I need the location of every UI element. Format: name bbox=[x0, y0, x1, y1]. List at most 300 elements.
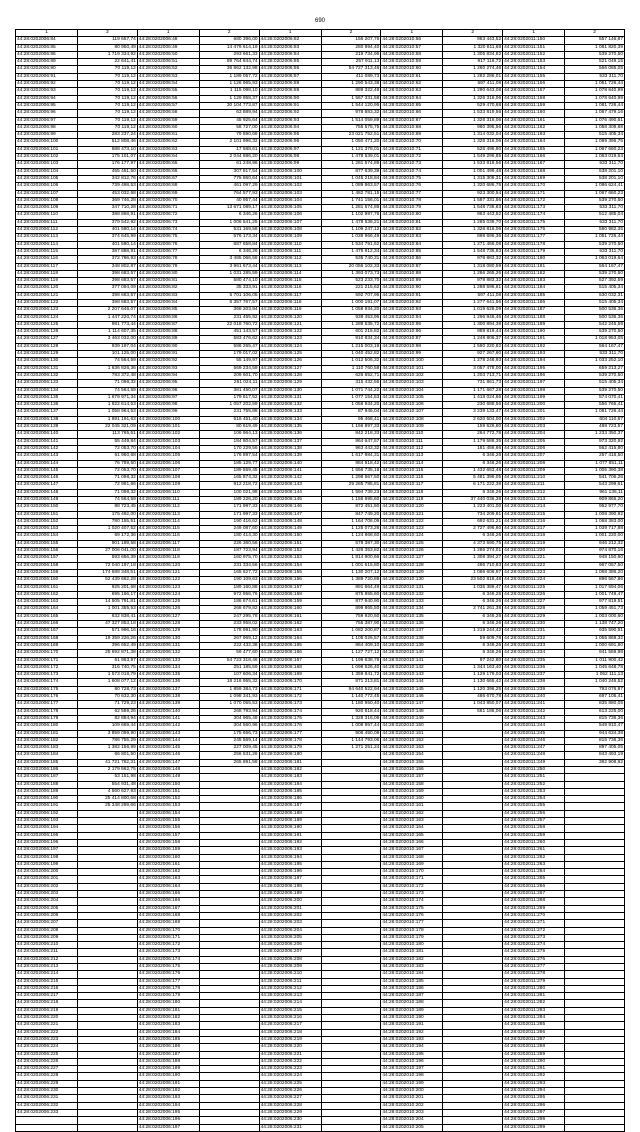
cadastral-number-cell: 44:28:0202011:269 bbox=[503, 905, 565, 912]
cadastral-value-cell: 539 270,50 bbox=[565, 51, 625, 58]
cadastral-value-cell bbox=[565, 949, 625, 956]
cadastral-number-cell: 44:28:0202006:142 bbox=[259, 475, 321, 482]
cadastral-value-cell: 1 017 594,06 bbox=[565, 584, 625, 591]
cadastral-value-cell: 6 346,26 bbox=[443, 599, 503, 606]
cadastral-value-cell bbox=[78, 1117, 138, 1124]
cadastral-number-cell: 44:28:0202011:237 bbox=[503, 672, 565, 679]
cadastral-value-cell: 1 068 383,00 bbox=[565, 518, 625, 525]
cadastral-value-cell: 70 119,12 bbox=[78, 102, 138, 109]
cadastral-value-cell bbox=[443, 1073, 503, 1080]
cadastral-value-cell: 1 285 039,70 bbox=[443, 219, 503, 226]
cadastral-number-cell: 44:28:0202011:154 bbox=[503, 66, 565, 73]
cadastral-number-cell: 44:28:0202010:176 bbox=[381, 912, 443, 919]
table-row bbox=[16, 964, 625, 971]
cadastral-value-cell: 875 855,60 bbox=[321, 591, 381, 598]
cadastral-value-cell: 515 405,34 bbox=[565, 132, 625, 139]
table-row bbox=[16, 110, 625, 117]
cadastral-number-cell: 44:28:0202011:253 bbox=[503, 788, 565, 795]
cadastral-value-cell bbox=[321, 956, 381, 963]
cadastral-value-cell: 597 411,08 bbox=[443, 81, 503, 88]
cadastral-number-cell: 44:28:0202011:278 bbox=[503, 971, 565, 978]
cadastral-number-cell: 44:28:0202006:178 bbox=[259, 737, 321, 744]
cadastral-number-cell: 44:28:0202006:135 bbox=[259, 424, 321, 431]
cadastral-number-cell: 44:28:0202010:140 bbox=[381, 650, 443, 657]
cadastral-value-cell bbox=[443, 723, 503, 730]
cadastral-value-cell: 1 078 640,99 bbox=[565, 95, 625, 102]
cadastral-number-cell: 44:28:0202006:64 bbox=[137, 154, 199, 161]
cadastral-value-cell: 1 001 749,47 bbox=[565, 591, 625, 598]
table-row bbox=[16, 927, 625, 934]
cadastral-value-cell bbox=[321, 905, 381, 912]
cadastral-value-cell bbox=[321, 1022, 381, 1029]
cadastral-number-cell: 44:28:0202010:205 bbox=[381, 1124, 443, 1131]
cadastral-value-cell bbox=[565, 803, 625, 810]
cadastral-value-cell bbox=[443, 1000, 503, 1007]
cadastral-value-cell: 815 736,36 bbox=[565, 737, 625, 744]
cadastral-value-cell: 45 925,64 bbox=[199, 117, 259, 124]
cadastral-number-cell: 44:28:0202006:228 bbox=[259, 1102, 321, 1109]
cadastral-number-cell: 44:28:0202010:184 bbox=[381, 971, 443, 978]
cadastral-number-cell: 44:28:0202006:219 bbox=[259, 1036, 321, 1043]
cadastral-value-cell: 1 055 868,32 bbox=[565, 635, 625, 642]
cadastral-value-cell bbox=[443, 956, 503, 963]
cadastral-value-cell: 261 024,11 bbox=[199, 380, 259, 387]
cadastral-value-cell: 1 288 596,81 bbox=[443, 285, 503, 292]
cadastral-value-cell bbox=[199, 905, 259, 912]
cadastral-number-cell: 44:28:0202010:198 bbox=[381, 1073, 443, 1080]
cadastral-value-cell: 632 838,41 bbox=[78, 613, 138, 620]
cadastral-value-cell: 227 009,45 bbox=[199, 745, 259, 752]
cadastral-number-cell: 44:28:0202011:219 bbox=[503, 540, 565, 547]
cadastral-number-cell: 44:28:0202006:221 bbox=[16, 1022, 78, 1029]
cadastral-value-cell: 1 482 781,15 bbox=[321, 190, 381, 197]
cadastral-number-cell: 44:28:0202010:174 bbox=[381, 898, 443, 905]
table-row bbox=[16, 555, 625, 562]
cadastral-number-cell: 44:28:0202006:166 bbox=[16, 621, 78, 628]
cadastral-number-cell: 44:28:0202006:151 bbox=[259, 540, 321, 547]
cadastral-value-cell: 1 290 543,38 bbox=[321, 81, 381, 88]
cadastral-number-cell: 44:28:0202006:101 bbox=[16, 146, 78, 153]
cadastral-value-cell bbox=[443, 912, 503, 919]
cadastral-value-cell: 486 670,78 bbox=[443, 694, 503, 701]
cadastral-value-cell: 963 443,52 bbox=[443, 212, 503, 219]
cadastral-value-cell bbox=[78, 1029, 138, 1036]
cadastral-number-cell: 44:28:0202010:86 bbox=[381, 256, 443, 263]
cadastral-value-cell bbox=[78, 1058, 138, 1065]
cadastral-value-cell: 1 478 539,01 bbox=[321, 154, 381, 161]
cadastral-value-cell: 1 126 965,93 bbox=[199, 81, 259, 88]
cadastral-number-cell: 44:28:0202006:229 bbox=[259, 1109, 321, 1116]
cadastral-number-cell: 44:28:0202011:184 bbox=[503, 285, 565, 292]
cadastral-number-cell: 44:28:0202006:199 bbox=[259, 891, 321, 898]
cadastral-value-cell: 1 891 191,63 bbox=[78, 416, 138, 423]
cadastral-number-cell: 44:28:0202006:130 bbox=[16, 358, 78, 365]
cadastral-number-cell: 44:28:0202006:51 bbox=[137, 59, 199, 66]
cadastral-value-cell bbox=[565, 1102, 625, 1109]
cadastral-value-cell: 923 300,54 bbox=[443, 190, 503, 197]
cadastral-number-cell: 44:28:0202011:297 bbox=[503, 1109, 565, 1116]
cadastral-number-cell: 44:28:0202006:94 bbox=[259, 124, 321, 131]
cadastral-value-cell: 578 387,30 bbox=[321, 540, 381, 547]
cadastral-number-cell: 44:28:0202006:172 bbox=[259, 694, 321, 701]
cadastral-number-cell: 44:28:0202006:151 bbox=[16, 511, 78, 518]
cadastral-number-cell: 44:28:0202010:150 bbox=[381, 723, 443, 730]
table-row bbox=[16, 81, 625, 88]
cadastral-value-cell bbox=[565, 818, 625, 825]
cadastral-value-cell: 889 322,48 bbox=[321, 88, 381, 95]
cadastral-number-cell: 44:28:0202006:191 bbox=[137, 1080, 199, 1087]
table-row bbox=[16, 1095, 625, 1102]
cadastral-number-cell: 44:28:0202006:194 bbox=[137, 1102, 199, 1109]
cadastral-number-cell: 44:28:0202011:189 bbox=[503, 321, 565, 328]
cadastral-value-cell: 1 587 331,56 bbox=[443, 197, 503, 204]
cadastral-value-cell: 372 786,93 bbox=[78, 256, 138, 263]
cadastral-number-cell: 44:28:0202011:169 bbox=[503, 175, 565, 182]
cadastral-number-cell: 44:28:0202006:113 bbox=[137, 511, 199, 518]
cadastral-number-cell: 44:28:0202011:218 bbox=[503, 533, 565, 540]
cadastral-value-cell: 1 114 607,35 bbox=[78, 329, 138, 336]
cadastral-value-cell bbox=[321, 934, 381, 941]
cadastral-value-cell bbox=[565, 934, 625, 941]
cadastral-value-cell: 952 977,70 bbox=[565, 504, 625, 511]
table-row bbox=[16, 329, 625, 336]
cadastral-value-cell bbox=[78, 1036, 138, 1043]
cadastral-value-cell: 54 727 313,46 bbox=[321, 66, 381, 73]
cadastral-value-cell: 1 012 506,32 bbox=[321, 358, 381, 365]
cadastral-number-cell: 44:28:0202006:99 bbox=[16, 132, 78, 139]
cadastral-number-cell: 44:28:0202006:139 bbox=[16, 424, 78, 431]
cadastral-number-cell: 44:28:0202006:207 bbox=[16, 920, 78, 927]
cadastral-value-cell: 891 664,49 bbox=[321, 584, 381, 591]
cadastral-number-cell: 44:28:0202011:182 bbox=[503, 270, 565, 277]
table-row bbox=[16, 372, 625, 379]
cadastral-value-cell bbox=[443, 759, 503, 766]
cadastral-value-cell: 1 534 791,62 bbox=[321, 241, 381, 248]
cadastral-value-cell: 539 270,50 bbox=[565, 387, 625, 394]
cadastral-number-cell: 44:28:0202011:283 bbox=[503, 1007, 565, 1014]
cadastral-number-cell: 44:28:0202006:171 bbox=[16, 657, 78, 664]
cadastral-value-cell bbox=[321, 759, 381, 766]
cadastral-value-cell: 1 063 019,64 bbox=[565, 256, 625, 263]
table-row bbox=[16, 73, 625, 80]
cadastral-number-cell: 44:28:0202006:54 bbox=[137, 81, 199, 88]
cadastral-number-cell: 44:28:0202010:128 bbox=[381, 562, 443, 569]
cadastral-number-cell: 44:28:0202006:189 bbox=[16, 788, 78, 795]
cadastral-number-cell: 44:28:0202006:191 bbox=[259, 832, 321, 839]
cadastral-value-cell bbox=[199, 912, 259, 919]
cadastral-number-cell: 44:28:0202006:145 bbox=[16, 467, 78, 474]
cadastral-value-cell: 963 443,52 bbox=[443, 37, 503, 44]
cadastral-value-cell: 3 859 099,90 bbox=[78, 730, 138, 737]
table-row bbox=[16, 818, 625, 825]
cadastral-number-cell: 44:28:0202006:62 bbox=[137, 139, 199, 146]
cadastral-value-cell: 180 414,30 bbox=[199, 533, 259, 540]
cadastral-number-cell: 44:28:0202010:203 bbox=[381, 1109, 443, 1116]
cadastral-number-cell: 44:28:0202006:110 bbox=[137, 489, 199, 496]
cadastral-number-cell: 44:28:0202006:180 bbox=[259, 752, 321, 759]
cadastral-number-cell: 44:28:0202010:67 bbox=[381, 117, 443, 124]
cadastral-number-cell: 44:28:0202006:157 bbox=[259, 584, 321, 591]
cadastral-value-cell: 304 560,96 bbox=[199, 723, 259, 730]
cadastral-value-cell: 1 326 316,06 bbox=[443, 95, 503, 102]
cadastral-value-cell bbox=[443, 781, 503, 788]
cadastral-number-cell: 44:28:0202006:152 bbox=[16, 518, 78, 525]
cadastral-number-cell: 44:28:0202010:191 bbox=[381, 1022, 443, 1029]
cadastral-value-cell: 872 451,50 bbox=[321, 504, 381, 511]
table-row bbox=[16, 891, 625, 898]
cadastral-number-cell: 44:28:0202010:144 bbox=[381, 679, 443, 686]
cadastral-value-cell: 1 320 686,75 bbox=[443, 183, 503, 190]
table-row bbox=[16, 117, 625, 124]
cadastral-value-cell bbox=[443, 978, 503, 985]
cadastral-number-cell: 44:28:0202010:61 bbox=[381, 73, 443, 80]
cadastral-number-cell: 44:28:0202006:153 bbox=[259, 555, 321, 562]
cadastral-number-cell: 44:28:0202006:176 bbox=[137, 971, 199, 978]
cadastral-value-cell bbox=[321, 766, 381, 773]
cadastral-number-cell: 44:28:0202006:175 bbox=[259, 715, 321, 722]
cadastral-number-cell: 44:28:0202006:180 bbox=[16, 723, 78, 730]
cadastral-number-cell: 44:28:0202010:167 bbox=[381, 847, 443, 854]
cadastral-number-cell: 44:28:0202006:67 bbox=[137, 175, 199, 182]
cadastral-number-cell: 44:28:0202006:87 bbox=[259, 73, 321, 80]
cadastral-number-cell: 44:28:0202006:198 bbox=[259, 883, 321, 890]
cadastral-value-cell: 80 728,73 bbox=[78, 686, 138, 693]
cadastral-number-cell: 44:28:0202006:222 bbox=[16, 1029, 78, 1036]
cadastral-value-cell: 71 098,32 bbox=[78, 475, 138, 482]
table-row bbox=[16, 839, 625, 846]
cadastral-number-cell: 44:28:0202006:131 bbox=[16, 365, 78, 372]
cadastral-value-cell bbox=[78, 978, 138, 985]
table-row bbox=[16, 657, 625, 664]
table-row bbox=[16, 139, 625, 146]
cadastral-value-cell: 569 234,59 bbox=[199, 365, 259, 372]
cadastral-number-cell: 44:28:0202006:171 bbox=[259, 686, 321, 693]
table-row bbox=[16, 788, 625, 795]
cadastral-value-cell: 264 772,78 bbox=[443, 431, 503, 438]
cadastral-value-cell: 1 478 538,21 bbox=[321, 219, 381, 226]
cadastral-value-cell: 500 536,36 bbox=[565, 314, 625, 321]
cadastral-number-cell: 44:28:0202006:160 bbox=[137, 854, 199, 861]
table-row bbox=[16, 898, 625, 905]
cadastral-value-cell: 1 058 934,20 bbox=[321, 307, 381, 314]
cadastral-number-cell: 44:28:0202006:132 bbox=[137, 650, 199, 657]
cadastral-number-cell: 44:28:0202011:209 bbox=[503, 467, 565, 474]
cadastral-number-cell: 44:28:0202010:90 bbox=[381, 285, 443, 292]
cadastral-number-cell: 44:28:0202006:100 bbox=[16, 139, 78, 146]
cadastral-number-cell: 44:28:0202006:159 bbox=[16, 569, 78, 576]
cadastral-value-cell: 731 861,73 bbox=[443, 380, 503, 387]
cadastral-value-cell: 6 346,26 bbox=[443, 642, 503, 649]
table-row bbox=[16, 584, 625, 591]
cadastral-number-cell: 44:28:0202011:226 bbox=[503, 591, 565, 598]
cadastral-value-cell bbox=[321, 964, 381, 971]
cadastral-value-cell: 764 577,93 bbox=[199, 190, 259, 197]
cadastral-number-cell: 44:28:0202006:143 bbox=[16, 453, 78, 460]
cadastral-value-cell bbox=[199, 883, 259, 890]
cadastral-number-cell: 44:28:0202006:186 bbox=[137, 1044, 199, 1051]
cadastral-value-cell bbox=[565, 788, 625, 795]
cadastral-number-cell: 44:28:0202006:158 bbox=[16, 562, 78, 569]
cadastral-number-cell: 44:28:0202006:146 bbox=[137, 752, 199, 759]
cadastral-number-cell: 44:28:0202006:221 bbox=[259, 1051, 321, 1058]
cadastral-value-cell: 1 077 154,53 bbox=[321, 394, 381, 401]
cadastral-number-cell: 44:28:0202006:156 bbox=[259, 577, 321, 584]
cadastral-number-cell: 44:28:0202006:133 bbox=[259, 409, 321, 416]
cadastral-number-cell: 44:28:0202010:192 bbox=[381, 1029, 443, 1036]
cadastral-value-cell: 1 045 648,78 bbox=[565, 664, 625, 671]
cadastral-value-cell: 381 450,07 bbox=[199, 387, 259, 394]
cadastral-value-cell: 941 559,98 bbox=[565, 650, 625, 657]
cadastral-number-cell: 44:28:0202006:140 bbox=[16, 431, 78, 438]
cadastral-number-cell: 44:28:0202006:150 bbox=[16, 504, 78, 511]
cadastral-value-cell bbox=[199, 839, 259, 846]
cadastral-value-cell: 1 156 897,33 bbox=[321, 424, 381, 431]
cadastral-number-cell: 44:28:0202006:118 bbox=[137, 548, 199, 555]
cadastral-value-cell: 1 223 401,00 bbox=[443, 504, 503, 511]
cadastral-value-cell: 222 432,38 bbox=[199, 642, 259, 649]
cadastral-number-cell: 44:28:0202006:140 bbox=[137, 708, 199, 715]
cadastral-value-cell: 398 683,57 bbox=[78, 292, 138, 299]
cadastral-value-cell bbox=[199, 854, 259, 861]
cadastral-value-cell: 1 130 207,12 bbox=[321, 569, 381, 576]
cadastral-value-cell: 342 812,76 bbox=[78, 175, 138, 182]
cadastral-value-cell bbox=[199, 1088, 259, 1095]
cadastral-number-cell: 44:28:0202010:152 bbox=[381, 737, 443, 744]
cadastral-number-cell: 44:28:0202011:294 bbox=[503, 1088, 565, 1095]
cadastral-value-cell bbox=[78, 912, 138, 919]
cadastral-value-cell: 1 282 286,01 bbox=[443, 73, 503, 80]
cadastral-value-cell: 1 050 471,20 bbox=[321, 139, 381, 146]
cadastral-number-cell: 44:28:0202006:218 bbox=[259, 1029, 321, 1036]
cadastral-value-cell: 171 997,33 bbox=[199, 504, 259, 511]
cadastral-number-cell: 44:28:0202011:157 bbox=[503, 88, 565, 95]
cadastral-value-cell: 181 456,66 bbox=[443, 445, 503, 452]
cadastral-value-cell bbox=[565, 796, 625, 803]
cadastral-value-cell bbox=[199, 934, 259, 941]
cadastral-value-cell: 972 956,76 bbox=[199, 591, 259, 598]
cadastral-number-cell: 44:28:0202011:227 bbox=[503, 599, 565, 606]
cadastral-value-cell: 1 180 950,40 bbox=[321, 701, 381, 708]
cadastral-value-cell: 1 033 252,10 bbox=[565, 358, 625, 365]
cadastral-number-cell bbox=[16, 1124, 78, 1131]
cadastral-value-cell bbox=[443, 1117, 503, 1124]
cadastral-number-cell: 44:28:0202010:195 bbox=[381, 1051, 443, 1058]
cadastral-number-cell: 44:28:0202006:144 bbox=[16, 460, 78, 467]
cadastral-value-cell: 6 346,26 bbox=[443, 453, 503, 460]
table-row bbox=[16, 606, 625, 613]
cadastral-number-cell: 44:28:0202011:225 bbox=[503, 584, 565, 591]
cadastral-value-cell bbox=[78, 1007, 138, 1014]
cadastral-number-cell: 44:28:0202010:109 bbox=[381, 424, 443, 431]
cadastral-number-cell: 44:28:0202010:121 bbox=[381, 511, 443, 518]
cadastral-value-cell bbox=[78, 883, 138, 890]
cadastral-number-cell: 44:28:0202006:55 bbox=[137, 88, 199, 95]
cadastral-number-cell: 44:28:0202006:123 bbox=[16, 307, 78, 314]
cadastral-value-cell bbox=[565, 1095, 625, 1102]
cadastral-value-cell: 1 548 736,83 bbox=[443, 205, 503, 212]
cadastral-value-cell: 257 416,50 bbox=[565, 453, 625, 460]
cadastral-number-cell: 44:28:0202006:183 bbox=[137, 1022, 199, 1029]
cadastral-value-cell bbox=[565, 1007, 625, 1014]
cadastral-value-cell bbox=[199, 781, 259, 788]
cadastral-number-cell: 44:28:0202006:113 bbox=[259, 263, 321, 270]
table-row bbox=[16, 102, 625, 109]
cadastral-value-cell bbox=[78, 1088, 138, 1095]
cadastral-value-cell bbox=[443, 1109, 503, 1116]
cadastral-value-cell: 61 248,96 bbox=[199, 161, 259, 168]
cadastral-value-cell: 72 053,70 bbox=[78, 467, 138, 474]
cadastral-value-cell bbox=[78, 1066, 138, 1073]
cadastral-value-cell bbox=[443, 810, 503, 817]
column-header: 1 bbox=[16, 30, 78, 37]
column-header: 1 bbox=[259, 30, 321, 37]
cadastral-value-cell bbox=[321, 781, 381, 788]
table-row bbox=[16, 438, 625, 445]
cadastral-value-cell: 388 868,91 bbox=[78, 212, 138, 219]
cadastral-value-cell: 70 119,12 bbox=[78, 95, 138, 102]
table-row bbox=[16, 416, 625, 423]
cadastral-value-cell: 304 965,48 bbox=[199, 715, 259, 722]
cadastral-value-cell bbox=[321, 832, 381, 839]
cadastral-number-cell: 44:28:0202006:153 bbox=[137, 803, 199, 810]
cadastral-value-cell: 780 155,51 bbox=[78, 518, 138, 525]
cadastral-number-cell: 44:28:0202006:122 bbox=[16, 299, 78, 306]
cadastral-number-cell: 44:28:0202010:130 bbox=[381, 577, 443, 584]
cadastral-value-cell bbox=[199, 956, 259, 963]
cadastral-number-cell: 44:28:0202011:246 bbox=[503, 737, 565, 744]
cadastral-value-cell: 580 982,35 bbox=[565, 227, 625, 234]
cadastral-value-cell: 847 749,20 bbox=[321, 511, 381, 518]
cadastral-value-cell: 1 130 665,42 bbox=[443, 679, 503, 686]
cadastral-value-cell: 989 819,44 bbox=[443, 329, 503, 336]
cadastral-number-cell: 44:28:0202006:111 bbox=[259, 248, 321, 255]
table-row bbox=[16, 1058, 625, 1065]
cadastral-value-cell: 695 166,17 bbox=[78, 591, 138, 598]
cadastral-number-cell: 44:28:0202010:96 bbox=[381, 329, 443, 336]
cadastral-value-cell: 89 764 844,74 bbox=[199, 59, 259, 66]
cadastral-value-cell bbox=[321, 825, 381, 832]
cadastral-number-cell: 44:28:0202011:196 bbox=[503, 372, 565, 379]
cadastral-number-cell: 44:28:0202006:107 bbox=[259, 219, 321, 226]
cadastral-value-cell: 1 098 526,40 bbox=[321, 664, 381, 671]
cadastral-number-cell: 44:28:0202006:170 bbox=[137, 927, 199, 934]
cadastral-number-cell bbox=[16, 1117, 78, 1124]
cadastral-value-cell: 1 544 120,95 bbox=[321, 102, 381, 109]
cadastral-value-cell: 5 701 106,05 bbox=[199, 292, 259, 299]
cadastral-value-cell bbox=[199, 993, 259, 1000]
cadastral-number-cell: 44:28:0202006:59 bbox=[137, 117, 199, 124]
cadastral-value-cell bbox=[443, 1051, 503, 1058]
table-row bbox=[16, 124, 625, 131]
cadastral-number-cell: 44:28:0202011:178 bbox=[503, 241, 565, 248]
cadastral-value-cell: 226 360,56 bbox=[199, 540, 259, 547]
cadastral-value-cell: 1 035 389,47 bbox=[443, 584, 503, 591]
cadastral-number-cell: 44:28:0202010:154 bbox=[381, 752, 443, 759]
cadastral-value-cell: 901 189,58 bbox=[78, 540, 138, 547]
cadastral-number-cell: 44:28:0202006:56 bbox=[137, 95, 199, 102]
cadastral-value-cell: 864 647,57 bbox=[321, 438, 381, 445]
cadastral-number-cell: 44:28:0202006:84 bbox=[259, 51, 321, 58]
cadastral-number-cell: 44:28:0202006:190 bbox=[137, 1073, 199, 1080]
cadastral-value-cell: 6 346,26 bbox=[443, 489, 503, 496]
cadastral-number-cell: 44:28:0202006:225 bbox=[16, 1051, 78, 1058]
cadastral-number-cell: 44:28:0202011:230 bbox=[503, 621, 565, 628]
cadastral-number-cell: 44:28:0202006:96 bbox=[259, 139, 321, 146]
cadastral-number-cell: 44:28:0202006:157 bbox=[137, 832, 199, 839]
cadastral-value-cell bbox=[443, 745, 503, 752]
cadastral-number-cell: 44:28:0202011:231 bbox=[503, 628, 565, 635]
cadastral-number-cell: 44:28:0202006:195 bbox=[259, 861, 321, 868]
